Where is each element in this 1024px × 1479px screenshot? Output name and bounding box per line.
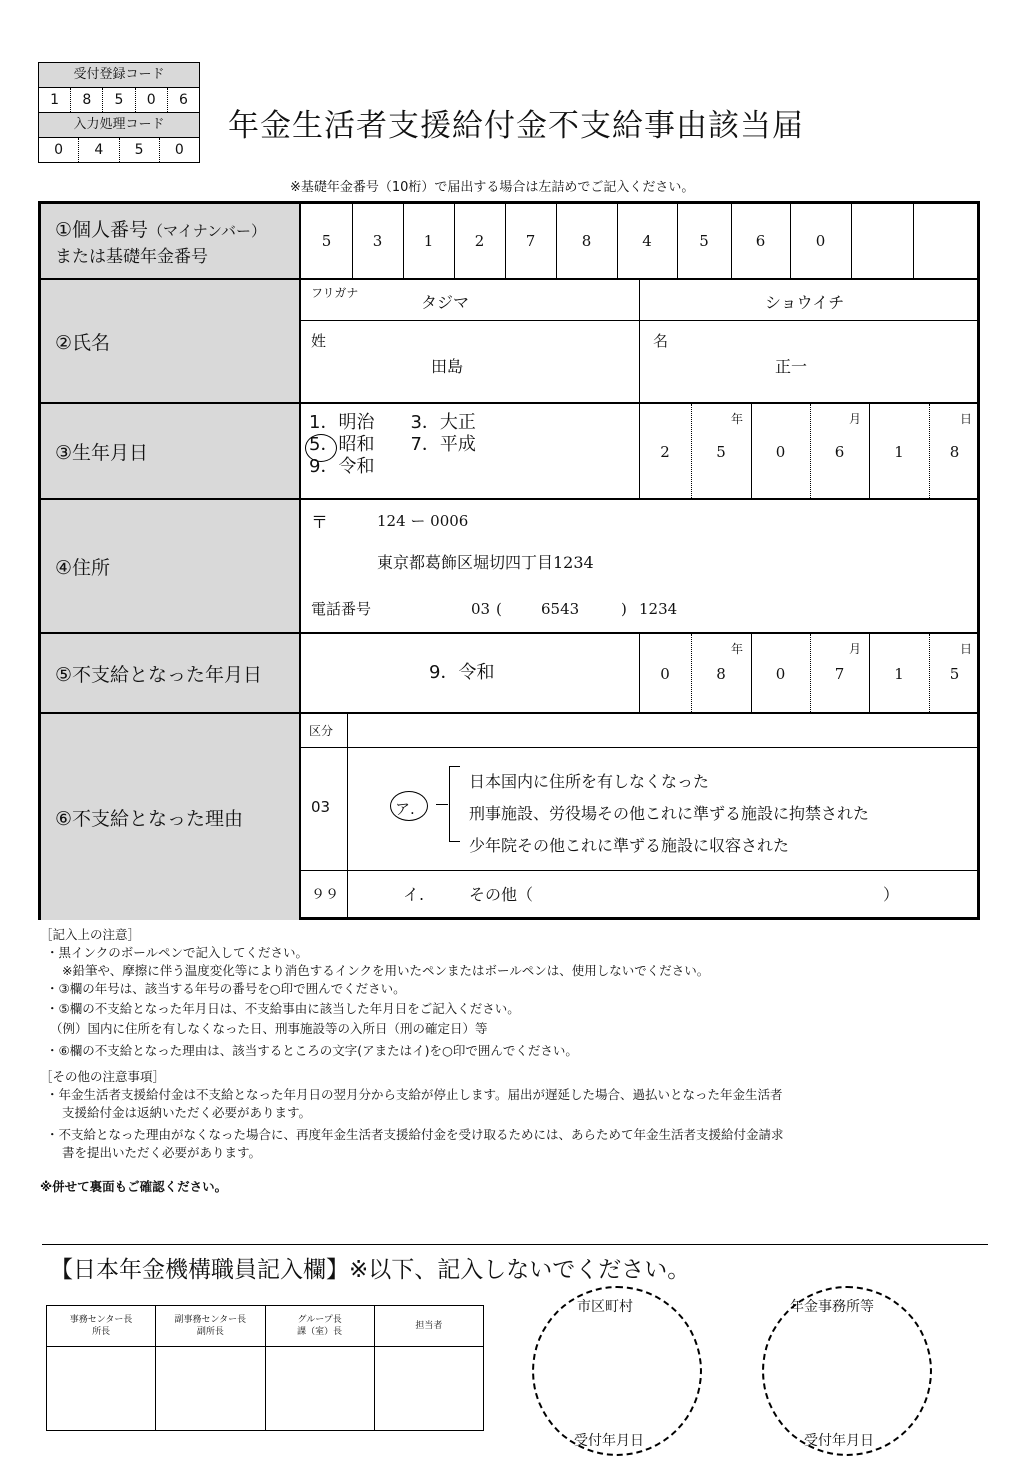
receipt-digit: 0 — [135, 88, 167, 112]
note-item: ・③欄の年号は、該当する年号の番号を○印で囲んでください。 — [46, 981, 406, 996]
label-line2: または基礎年金番号 — [55, 247, 208, 267]
individual-number-digit[interactable]: 2 — [474, 232, 485, 250]
kubun-label: 区分 — [309, 724, 334, 738]
phone-last[interactable]: 1234 — [639, 600, 678, 618]
receipt-code-digits — [39, 88, 199, 113]
furigana-last[interactable]: タジマ — [421, 293, 470, 312]
label-main: ①個人番号 — [55, 219, 149, 241]
staff-section-title: 【日本年金機構職員記入欄】※以下、記入しないでください。 — [50, 1257, 691, 1283]
row-address-label: ④住所 — [41, 500, 301, 632]
stop-digit[interactable]: 7 — [834, 665, 845, 683]
birth-digit[interactable]: 6 — [834, 443, 845, 461]
individual-number-digit[interactable]: 0 — [815, 232, 826, 250]
form-title: 年金生活者支援給付金不支給事由該当届 — [228, 108, 804, 144]
input-digit: 5 — [119, 138, 159, 162]
stop-digit[interactable]: 0 — [775, 665, 786, 683]
receipt-digit: 6 — [167, 88, 199, 112]
reason-b: その他（ — [469, 885, 534, 904]
birth-month-label: 月 — [849, 412, 862, 426]
input-code-label: 入力処理コード — [39, 113, 199, 138]
office-stamp-bottom: 受付年月日 — [804, 1433, 874, 1449]
reason-b-close: ） — [883, 885, 900, 904]
birth-year-label: 年 — [731, 412, 744, 426]
birth-digit[interactable]: 2 — [660, 443, 670, 461]
phone-label: 電話番号 — [311, 600, 372, 618]
era-taisho[interactable]: 3．大正 — [410, 412, 476, 433]
row-birthdate-label: ③生年月日 — [41, 404, 301, 498]
note-item: ・⑤欄の不支給となった年月日は、不支給事由に該当した年月日をご記入ください。 — [46, 1001, 520, 1016]
receipt-digit: 1 — [50, 92, 60, 108]
individual-number-digit[interactable]: 3 — [372, 232, 383, 250]
selected-era-circle — [305, 434, 337, 462]
last-name-label: 姓 — [311, 332, 327, 350]
phone-mid[interactable]: 6543 — [541, 600, 580, 618]
note-item: ・⑥欄の不支給となった理由は、該当するところの文字(アまたはイ)を○印で囲んでください。 — [46, 1043, 578, 1058]
reason-a-list — [469, 766, 869, 862]
birth-digit[interactable]: 5 — [716, 443, 726, 461]
staff-col-header: 事務センター長 所長 — [47, 1306, 155, 1347]
birth-digit[interactable]: 1 — [894, 443, 904, 461]
furigana-label: フリガナ — [311, 286, 359, 300]
label-sub: （マイナンバー） — [148, 222, 266, 240]
reason-code-b: ９９ — [311, 887, 339, 903]
staff-col-header: 担当者 — [375, 1306, 483, 1347]
choice-a[interactable]: ア. — [395, 800, 415, 818]
postal-mark: 〒 — [311, 513, 328, 533]
stop-digit[interactable]: 8 — [716, 665, 726, 683]
note-item: ※鉛筆や、摩擦に伴う温度変化等により消色するインクを用いたペンまたはボールペンは、使用しないでください。 — [62, 963, 710, 978]
individual-number-digit[interactable]: 4 — [642, 232, 652, 250]
stop-era: 9．令和 — [429, 662, 495, 683]
first-name-label: 名 — [653, 332, 669, 350]
note-item: ・年金生活者支援給付金は不支給となった年月日の翌月分から支給が停止します。届出が遅延した場合、過払いとなった年金生活者 — [46, 1087, 783, 1102]
era-heisei[interactable]: 7．平成 — [410, 434, 476, 455]
receipt-digit: 5 — [102, 88, 134, 112]
individual-number-digit[interactable]: 5 — [321, 232, 332, 250]
top-note: ※基礎年金番号（10桁）で届出する場合は左詰めでご記入ください。 — [290, 180, 695, 195]
input-code-digits — [39, 138, 199, 162]
last-name-value[interactable]: 田島 — [431, 357, 464, 376]
choice-b[interactable]: イ. — [403, 885, 425, 904]
staff-col-header: グループ長 課（室）長 — [266, 1306, 374, 1347]
staff-col-header: 副事務センター長 副所長 — [156, 1306, 264, 1347]
choice-a-circle — [390, 791, 428, 821]
input-digit: 4 — [78, 138, 118, 162]
individual-number-digit[interactable]: 5 — [699, 232, 709, 250]
input-digit: 0 — [54, 142, 64, 158]
notes-heading: ［その他の注意事項］ — [40, 1069, 166, 1084]
notes-section — [40, 926, 784, 1196]
address-value[interactable]: 東京都葛飾区堀切四丁目1234 — [377, 553, 594, 572]
stop-digit[interactable]: 0 — [660, 665, 670, 683]
row-name-label: ②氏名 — [41, 280, 301, 402]
staff-table — [46, 1305, 484, 1431]
note-item: 書を提出いただく必要があります。 — [62, 1145, 262, 1160]
note-item: ・不支給となった理由がなくなった場合に、再度年金生活者支援給付金を受け取るためには、あらためて年金生活者支援給付金請求 — [46, 1127, 784, 1142]
note-item: 支援給付金は返納いただく必要があります。 — [62, 1105, 312, 1120]
city-stamp-bottom: 受付年月日 — [574, 1433, 644, 1449]
note-item: ・黒インクのボールペンで記入してください。 — [46, 945, 309, 960]
stop-year-label: 年 — [731, 642, 744, 656]
receipt-digit: 8 — [70, 88, 102, 112]
notes-heading: ［記入上の注意］ — [40, 927, 141, 942]
birth-digit[interactable]: 0 — [775, 443, 786, 461]
row-reason-label: ⑥不支給となった理由 — [41, 714, 301, 920]
back-notice: ※併せて裏面もご確認ください。 — [40, 1179, 228, 1194]
input-digit: 0 — [159, 138, 199, 162]
era-showa[interactable]: 5．昭和 — [309, 434, 375, 455]
reason-a2: 刑事施設、労役場その他これに準ずる施設に拘禁された — [469, 804, 870, 823]
phone-area[interactable]: 03 — [471, 600, 491, 618]
office-stamp-top: 年金事務所等 — [790, 1299, 874, 1315]
stop-digit[interactable]: 5 — [949, 665, 960, 683]
birth-day-label: 日 — [960, 412, 973, 426]
stop-digit[interactable]: 1 — [894, 665, 904, 683]
individual-number-digit[interactable]: 8 — [581, 232, 592, 250]
code-box — [38, 62, 200, 163]
reason-a3: 少年院その他これに準ずる施設に収容された — [469, 836, 790, 855]
furigana-first[interactable]: ショウイチ — [765, 293, 845, 312]
individual-number-digit[interactable]: 1 — [423, 232, 434, 250]
postal-code[interactable]: 124 ー 0006 — [377, 512, 469, 530]
row-stop-date-label: ⑤不支給となった年月日 — [41, 634, 301, 712]
first-name-value[interactable]: 正一 — [775, 357, 808, 376]
individual-number-digit[interactable]: 7 — [525, 232, 536, 250]
era-meiji[interactable]: 1．明治 — [309, 412, 375, 433]
reason-a1: 日本国内に住所を有しなくなった — [469, 772, 710, 791]
main-form: ①個人番号（マイナンバー） または基礎年金番号 ②氏名 フリガナ タジマ ショウイチ 姓 田島 名 正一 ③生年月日 1．明治 3．大正 5．昭和 7．平成 9．令和 ④住所 〒 124 ー 0006 東京都葛飾区堀切四丁目1234 電話番号 03 ( 6543 ) 1234 ⑤不支給となった年月日 9．令和 ⑥不支給となった理由 区分 03 ア. 日本国内に住所を有しなくなった 刑事施設、労役場その他これに準ずる施設に拘禁された 少年院その他これに準ずる施設に収容された ９９ イ. その他（ ） 5 3 1 2 7 8 4 5 6 0 2 5 0 6 1 8 年 月 日 0 8 0 7 1 5 年 月 日 — [38, 201, 980, 920]
row-individual-number-label — [41, 204, 301, 278]
individual-number-digit[interactable]: 6 — [755, 232, 766, 250]
stop-day-label: 日 — [960, 642, 973, 656]
reason-code-a: 03 — [311, 798, 331, 816]
receipt-code-label: 受付登録コード — [39, 63, 199, 88]
era-reiwa[interactable]: 9．令和 — [309, 456, 375, 477]
city-stamp-top: 市区町村 — [577, 1299, 633, 1315]
birth-digit[interactable]: 8 — [949, 443, 960, 461]
stop-month-label: 月 — [849, 642, 862, 656]
note-item: （例）国内に住所を有しなくなった日、刑事施設等の入所日（刑の確定日）等 — [50, 1021, 488, 1036]
